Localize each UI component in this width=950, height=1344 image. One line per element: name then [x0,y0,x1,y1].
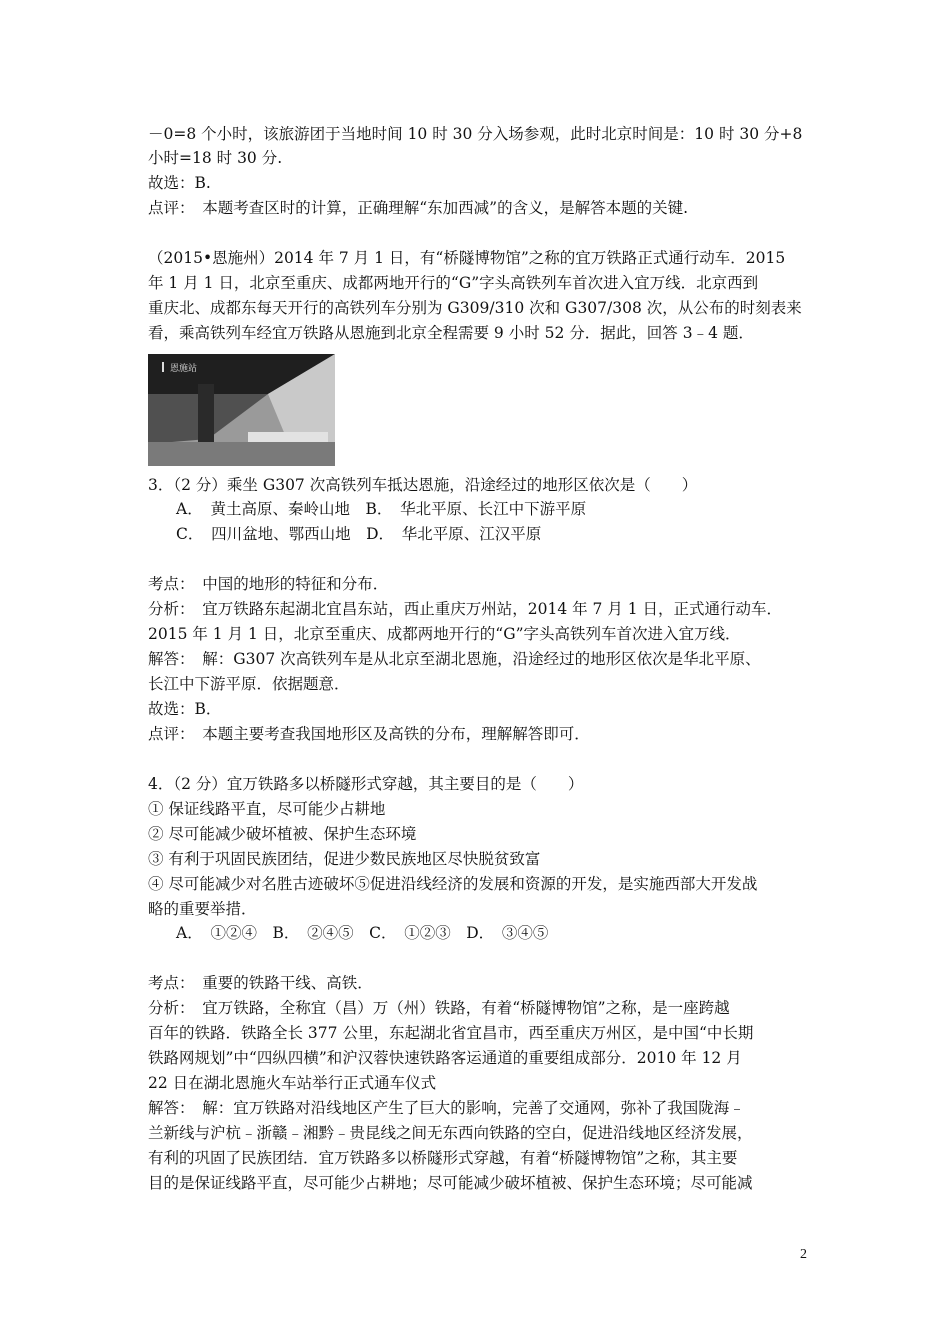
text-line: 解答： 解：G307 次高铁列车是从北京至湖北恩施，沿途经过的地形区依次是华北平原、 [148,650,761,668]
text-line: 点评： 本题考查区时的计算，正确理解“东加西减”的含义，是解答本题的关键. [148,199,689,217]
text-line: 百年的铁路．铁路全长 377 公里，东起湖北省宜昌市，西至重庆万州区，是中国“中长期 [148,1024,754,1042]
text-line: 重庆北、成都东每天开行的高铁列车分别为 G309/310 次和 G307/308 次，从公布的时刻表来 [148,299,802,317]
text-line: 看，乘高铁列车经宜万铁路从恩施到北京全程需要 9 小时 52 分．据此，回答 3﹣4 题． [148,324,754,342]
text-line: 分析： 宜万铁路，全称宜（昌）万（州）铁路，有着“桥隧博物馆”之称，是一座跨越 [148,999,730,1017]
text-line: 2015 年 1 月 1 日，北京至重庆、成都两地开行的“G”字头高铁列车首次进入宜万线． [148,625,741,643]
station-photo-graphic [148,354,335,466]
text-line: 小时=18 时 30 分. [148,149,283,167]
text-line: ③ 有利于巩固民族团结，促进少数民族地区尽快脱贫致富 [148,850,541,868]
station-photo [148,354,335,466]
choice-line: A． ①②④ B． ②④⑤ C． ①②③ D． ③④⑤ [176,924,549,942]
text-line: 考点： 重要的铁路干线、高铁． [148,974,373,992]
text-line: 4．（2 分）宜万铁路多以桥隧形式穿越，其主要目的是（ ） [148,775,584,793]
choice-line: A． 黄土高原、秦岭山地 B． 华北平原、长江中下游平原 [176,500,587,518]
text-line: 故选：B． [148,700,222,718]
text-line: 分析： 宜万铁路东起湖北宜昌东站，西止重庆万州站，2014 年 7 月 1 日，正式通行动车． [148,600,783,618]
text-line: 故选：B. [148,174,211,192]
text-line: ④ 尽可能减少对名胜古迹破坏⑤促进沿线经济的发展和资源的开发，是实施西部大开发战 [148,875,758,893]
text-line: －0=8 个小时，该旅游团于当地时间 10 时 30 分入场参观，此时北京时间是：10 时 30 分+8 [148,125,803,143]
text-line: 目的是保证线路平直，尽可能少占耕地；尽可能减少破坏植被、保护生态环境；尽可能减 [148,1174,753,1192]
text-line: 长江中下游平原．依据题意． [148,675,350,693]
text-line: 略的重要举措． [148,900,257,918]
text-line: 兰新线与沪杭﹣浙赣﹣湘黔﹣贵昆线之间无东西向铁路的空白，促进沿线地区经济发展， [148,1124,753,1142]
text-line: ② 尽可能减少破坏植被、保护生态环境 [148,825,417,843]
choice-line: C． 四川盆地、鄂西山地 D． 华北平原、江汉平原 [176,525,542,543]
text-line: 解答： 解：宜万铁路对沿线地区产生了巨大的影响，完善了交通网，弥补了我国陇海﹣ [148,1099,745,1117]
text-line: 22 日在湖北恩施火车站举行正式通车仪式 [148,1074,437,1092]
text-line: （2015•恩施州）2014 年 7 月 1 日，有“桥隧博物馆”之称的宜万铁路正式通行动车．2015 [148,249,786,267]
text-line: 考点： 中国的地形的特征和分布． [148,575,389,593]
page-number: 2 [800,1247,807,1262]
text-line: 点评： 本题主要考查我国地形区及高铁的分布，理解解答即可． [148,725,590,743]
text-line: 有利的巩固了民族团结．宜万铁路多以桥隧形式穿越，有着“桥隧博物馆”之称，其主要 [148,1149,738,1167]
text-line: 铁路网规划”中“四纵四横”和沪汉蓉快速铁路客运通道的重要组成部分．2010 年 12 月 [148,1049,742,1067]
station-sign: 恩施站 [170,364,198,374]
text-line: ① 保证线路平直，尽可能少占耕地 [148,800,386,818]
text-line: 3．（2 分）乘坐 G307 次高铁列车抵达恩施，沿途经过的地形区依次是（ ） [148,476,698,494]
text-line: 年 1 月 1 日，北京至重庆、成都两地开行的“G”字头高铁列车首次进入宜万线．北京西到 [148,274,759,292]
